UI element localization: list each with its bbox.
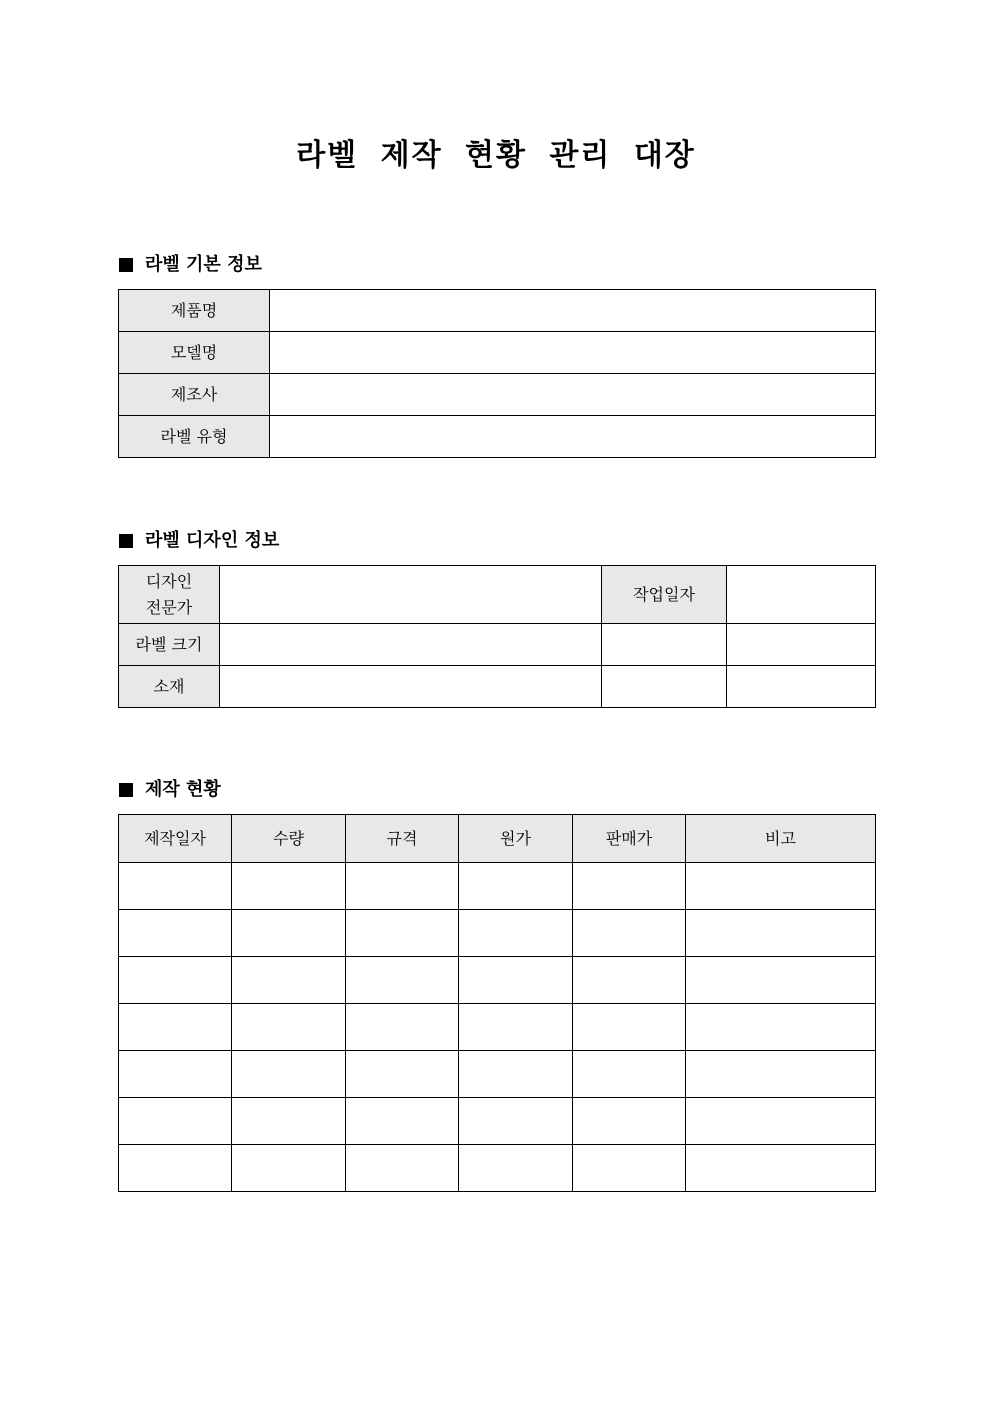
model-name-label: 모델명 (119, 332, 270, 374)
column-header-remarks: 비고 (686, 815, 876, 863)
table-row (119, 910, 876, 957)
design-info-row-material (119, 666, 876, 708)
table-cell[interactable] (119, 1051, 232, 1098)
table-row (119, 1004, 876, 1051)
table-row (119, 1098, 876, 1145)
table-cell[interactable] (232, 863, 346, 910)
table-cell[interactable] (346, 1145, 459, 1192)
document-title: 라벨 제작 현황 관리 대장 (296, 138, 696, 173)
column-header-cost: 원가 (459, 815, 573, 863)
table-cell[interactable] (573, 910, 686, 957)
label-type-field[interactable] (270, 416, 876, 458)
table-cell[interactable] (686, 957, 876, 1004)
table-row (119, 863, 876, 910)
table-cell[interactable] (686, 863, 876, 910)
table-cell[interactable] (686, 1004, 876, 1051)
table-cell[interactable] (119, 957, 232, 1004)
model-name-field[interactable] (270, 332, 876, 374)
table-cell[interactable] (346, 863, 459, 910)
table-cell[interactable] (686, 1145, 876, 1192)
table-cell[interactable] (573, 1004, 686, 1051)
basic-info-heading-text: 라벨 기본 정보 (145, 254, 262, 275)
table-cell[interactable] (573, 863, 686, 910)
label-type-label: 라벨 유형 (119, 416, 270, 458)
table-cell[interactable] (119, 863, 232, 910)
manufacturer-label: 제조사 (119, 374, 270, 416)
table-cell[interactable] (119, 910, 232, 957)
production-table (118, 814, 876, 1192)
table-cell[interactable] (459, 957, 573, 1004)
column-header-sale-price: 판매가 (573, 815, 686, 863)
table-cell[interactable] (119, 1004, 232, 1051)
table-cell[interactable] (232, 1098, 346, 1145)
table-cell[interactable] (459, 863, 573, 910)
table-row (119, 1145, 876, 1192)
table-cell[interactable] (573, 1098, 686, 1145)
table-row (119, 957, 876, 1004)
table-cell[interactable] (459, 1145, 573, 1192)
table-cell[interactable] (459, 1004, 573, 1051)
production-header-row (119, 815, 876, 863)
product-name-field[interactable] (270, 290, 876, 332)
basic-info-row-product-name (119, 290, 876, 332)
table-cell[interactable] (119, 1098, 232, 1145)
column-header-specification: 규격 (346, 815, 459, 863)
designer-field[interactable] (220, 566, 602, 624)
basic-info-row-label-type (119, 416, 876, 458)
table-cell[interactable] (459, 1098, 573, 1145)
table-cell[interactable] (232, 1145, 346, 1192)
material-extra-cell-1[interactable] (602, 666, 727, 708)
product-name-label: 제품명 (119, 290, 270, 332)
designer-label-line2: 전문가 (145, 597, 193, 617)
table-cell[interactable] (346, 1098, 459, 1145)
table-cell[interactable] (232, 1004, 346, 1051)
design-info-row-label-size (119, 624, 876, 666)
design-info-row-designer (119, 566, 876, 624)
table-cell[interactable] (346, 1051, 459, 1098)
design-info-heading (119, 529, 279, 553)
production-heading (119, 778, 221, 802)
table-cell[interactable] (686, 910, 876, 957)
column-header-production-date: 제작일자 (119, 815, 232, 863)
table-row (119, 1051, 876, 1098)
square-bullet-icon (119, 258, 133, 272)
work-date-field[interactable] (727, 566, 876, 624)
table-cell[interactable] (119, 1145, 232, 1192)
material-extra-cell-2[interactable] (727, 666, 876, 708)
designer-label-line1: 디자인 (145, 571, 193, 591)
basic-info-heading (119, 253, 262, 277)
design-info-table (118, 565, 876, 708)
table-cell[interactable] (573, 1145, 686, 1192)
table-cell[interactable] (459, 910, 573, 957)
table-cell[interactable] (459, 1051, 573, 1098)
basic-info-row-model-name (119, 332, 876, 374)
label-size-label: 라벨 크기 (119, 624, 220, 666)
designer-label (119, 566, 220, 624)
table-cell[interactable] (232, 1051, 346, 1098)
label-size-extra-cell-1[interactable] (602, 624, 727, 666)
material-label: 소재 (119, 666, 220, 708)
table-cell[interactable] (346, 1004, 459, 1051)
square-bullet-icon (119, 783, 133, 797)
manufacturer-field[interactable] (270, 374, 876, 416)
production-heading-text: 제작 현황 (145, 779, 221, 800)
table-cell[interactable] (232, 957, 346, 1004)
label-size-field[interactable] (220, 624, 602, 666)
table-cell[interactable] (346, 957, 459, 1004)
square-bullet-icon (119, 534, 133, 548)
table-cell[interactable] (573, 1051, 686, 1098)
table-cell[interactable] (686, 1098, 876, 1145)
column-header-quantity: 수량 (232, 815, 346, 863)
design-info-heading-text: 라벨 디자인 정보 (145, 530, 280, 551)
table-cell[interactable] (232, 910, 346, 957)
table-cell[interactable] (346, 910, 459, 957)
work-date-label: 작업일자 (602, 566, 727, 624)
table-cell[interactable] (686, 1051, 876, 1098)
label-size-extra-cell-2[interactable] (727, 624, 876, 666)
basic-info-table (118, 289, 876, 458)
table-cell[interactable] (573, 957, 686, 1004)
basic-info-row-manufacturer (119, 374, 876, 416)
material-field[interactable] (220, 666, 602, 708)
